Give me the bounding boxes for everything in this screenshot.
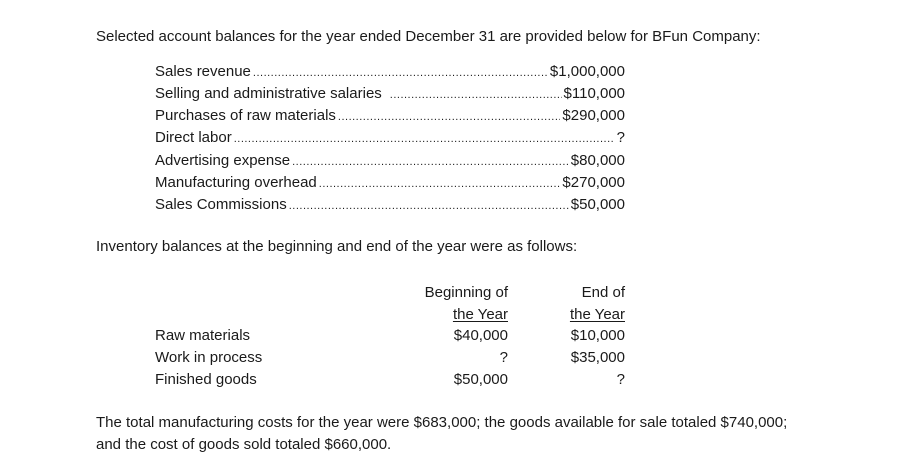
inventory-end-work-in-process: $35,000	[570, 349, 625, 366]
dot-leader	[319, 174, 561, 195]
account-row-sales-commissions	[155, 194, 625, 215]
account-row-selling-admin-salaries	[155, 83, 625, 104]
inventory-begin-finished-goods: $50,000	[453, 371, 508, 388]
intro-text: Selected account balances for the year ended December 31 are provided below for BFun Company:	[96, 28, 761, 45]
header-beginning-line1: Beginning of	[424, 284, 508, 301]
account-value: ?	[616, 129, 625, 146]
footer-text-line2: and the cost of goods sold totaled $660,000.	[96, 436, 392, 453]
header-end-line2: the Year	[569, 306, 625, 323]
account-label: Selling and administrative salaries	[155, 85, 382, 102]
inventory-end-finished-goods: ?	[616, 371, 625, 388]
inventory-begin-work-in-process: ?	[499, 349, 508, 366]
inventory-intro-text: Inventory balances at the beginning and end of the year were as follows:	[96, 238, 578, 255]
account-value: $270,000	[562, 174, 625, 191]
dot-leader	[390, 85, 562, 106]
inventory-label-finished-goods: Finished goods	[155, 371, 257, 388]
account-value: $50,000	[570, 196, 625, 213]
account-label: Sales revenue	[155, 63, 251, 80]
dot-leader	[289, 196, 569, 217]
header-beginning-line2: the Year	[452, 306, 508, 323]
header-end-line1: End of	[581, 284, 625, 301]
inventory-label-work-in-process: Work in process	[155, 349, 263, 366]
account-row-advertising-expense	[155, 150, 625, 171]
account-label: Purchases of raw materials	[155, 107, 336, 124]
account-row-purchases-raw-materials	[155, 105, 625, 126]
account-row-sales-revenue	[155, 61, 625, 82]
account-value: $290,000	[562, 107, 625, 124]
inventory-end-raw-materials: $10,000	[570, 327, 625, 344]
dot-leader	[234, 129, 615, 150]
account-label: Sales Commissions	[155, 196, 287, 213]
account-label: Direct labor	[155, 129, 232, 146]
account-value: $1,000,000	[549, 63, 625, 80]
account-row-direct-labor	[155, 127, 625, 148]
footer-text-line1: The total manufacturing costs for the year were $683,000; the goods available for sale totaled $740,000;	[96, 414, 788, 431]
dot-leader	[253, 63, 548, 84]
inventory-begin-raw-materials: $40,000	[453, 327, 508, 344]
account-row-manufacturing-overhead	[155, 172, 625, 193]
dot-leader	[292, 152, 569, 173]
account-value: $110,000	[563, 85, 625, 102]
account-label: Advertising expense	[155, 152, 291, 169]
account-label: Manufacturing overhead	[155, 174, 317, 191]
account-value: $80,000	[570, 152, 625, 169]
dot-leader	[338, 107, 561, 128]
inventory-label-raw-materials: Raw materials	[155, 327, 251, 344]
